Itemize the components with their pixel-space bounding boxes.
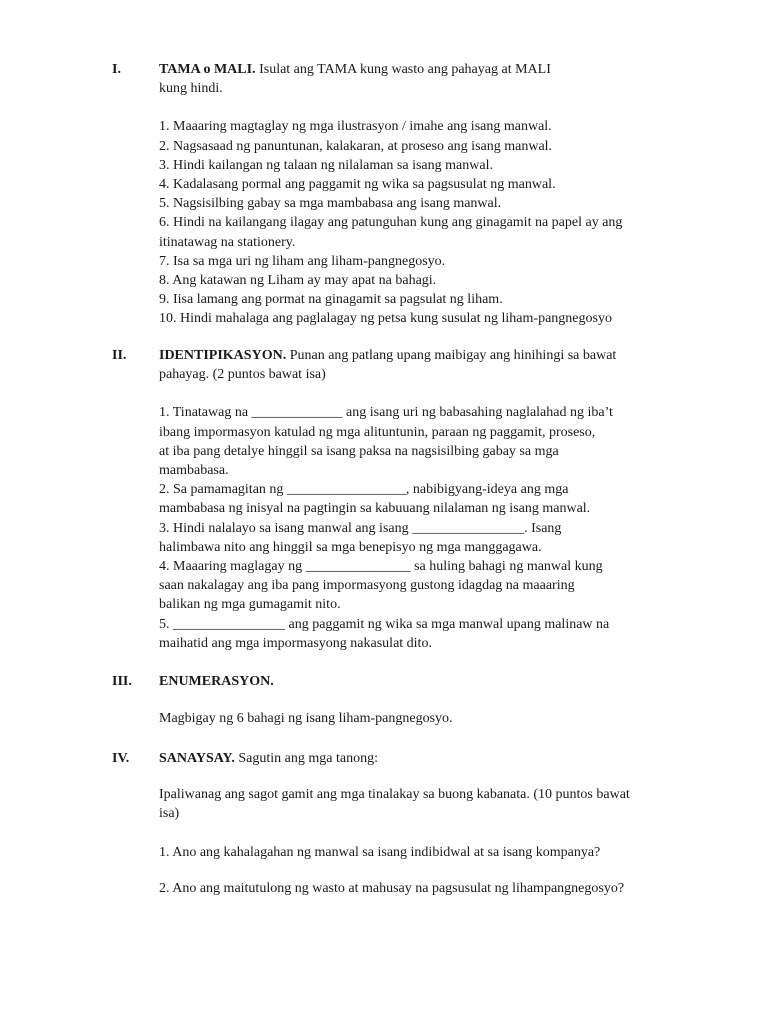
section-numeral: I.: [112, 62, 121, 77]
section-instruction: [159, 346, 679, 365]
section-content: [159, 749, 679, 898]
item-line: saan nakalagay ang iba pang impormasyong gustong idagdag na maaaring: [159, 578, 575, 594]
item-line: mambabasa.: [159, 463, 229, 479]
section-title: ENUMERASYON.: [159, 674, 274, 689]
section-title: TAMA o MALI.: [159, 62, 256, 77]
intro-line: isa): [159, 806, 180, 822]
statement-line: 8. Ang katawan ng Liham ay may apat na bahagi.: [159, 273, 437, 289]
intro-line: Ipaliwanag ang sagot gamit ang mga tinalakay sa buong kabanata. (10 puntos bawat: [159, 787, 630, 803]
item-line: 3. Hindi nalalayo sa isang manwal ang isang ________________. Isang: [159, 520, 562, 536]
section-content: [159, 346, 679, 653]
statement-line: 10. Hindi mahalaga ang paglalagay ng petsa kung susulat ng liham-pangnegosyo: [159, 311, 612, 327]
statement-list: [159, 117, 679, 328]
section-numeral: IV.: [112, 751, 130, 766]
statement-line: 9. Iisa lamang ang pormat na ginagamit sa pagsulat ng liham.: [159, 292, 503, 308]
item-line: ibang impormasyon katulad ng mga alituntunin, paraan ng paggamit, proseso,: [159, 424, 596, 440]
item-line: 4. Maaaring maglagay ng _______________ sa huling bahagi ng manwal kung: [159, 559, 603, 575]
section-instruction: [159, 60, 679, 79]
statement-line: 6. Hindi na kailangang ilagay ang patunguhan kung ang ginagamit na papel ay ang: [159, 215, 623, 231]
section-content: [159, 60, 679, 329]
essay-question: 2. Ano ang maitutulong ng wasto at mahusay na pagsusulat ng lihampangnegosyo?: [159, 880, 625, 896]
statement-line: 3. Hindi kailangan ng talaan ng nilalaman sa isang manwal.: [159, 157, 493, 173]
statement-line: 7. Isa sa mga uri ng liham ang liham-pangnegosyo.: [159, 253, 446, 269]
statement-line: itinatawag na stationery.: [159, 234, 296, 250]
section-title: IDENTIPIKASYON.: [159, 348, 287, 363]
item-line: halimbawa nito ang hinggil sa mga benepisyo ng mga manggagawa.: [159, 539, 542, 555]
instruction-text: pahayag. (2 puntos bawat isa): [159, 367, 326, 383]
instruction-text: Isulat ang TAMA kung wasto ang pahayag at MALI: [259, 62, 551, 77]
section-numeral: II.: [112, 348, 127, 363]
item-line: 2. Sa pamamagitan ng _________________, nabibigyang-ideya ang mga: [159, 482, 569, 498]
item-line: 5. ________________ ang paggamit ng wika sa mga manwal upang malinaw na: [159, 616, 610, 632]
statement-line: 5. Nagsisilbing gabay sa mga mambabasa ang isang manwal.: [159, 196, 502, 212]
statement-line: 2. Nagsasaad ng panuntunan, kalakaran, at proseso ang isang manwal.: [159, 138, 553, 154]
item-line: mambabasa ng inisyal na pagtingin sa kabuuang nilalaman ng isang manwal.: [159, 501, 591, 517]
item-line: balikan ng mga gumagamit nito.: [159, 597, 341, 613]
item-line: at iba pang detalye hinggil sa isang paksa na nagsisilbing gabay sa mga: [159, 443, 559, 459]
essay-intro: [159, 785, 679, 823]
instruction-text: Magbigay ng 6 bahagi ng isang liham-pangnegosyo.: [159, 711, 453, 727]
section-instruction: [159, 749, 679, 768]
instruction-text: Punan ang patlang upang maibigay ang hinihingi sa bawat: [289, 348, 617, 363]
item-line: 1. Tinatawag na _____________ ang isang uri ng babasahing naglalahad ng iba’t: [159, 405, 613, 421]
statement-line: 4. Kadalasang pormal ang paggamit ng wika sa pagsusulat ng manwal.: [159, 177, 556, 193]
instruction-text: kung hindi.: [159, 81, 223, 97]
statement-line: 1. Maaaring magtaglay ng mga ilustrasyon / imahe ang isang manwal.: [159, 119, 552, 135]
item-line: maihatid ang mga impormasyong nakasulat dito.: [159, 635, 432, 651]
section-numeral: III.: [112, 674, 132, 689]
item-list: [159, 403, 679, 653]
essay-question: 1. Ano ang kahalagahan ng manwal sa isang indibidwal at sa isang kompanya?: [159, 844, 601, 860]
instruction-text: Sagutin ang mga tanong:: [238, 751, 378, 766]
section-content: [159, 672, 679, 728]
section-title: SANAYSAY.: [159, 751, 235, 766]
